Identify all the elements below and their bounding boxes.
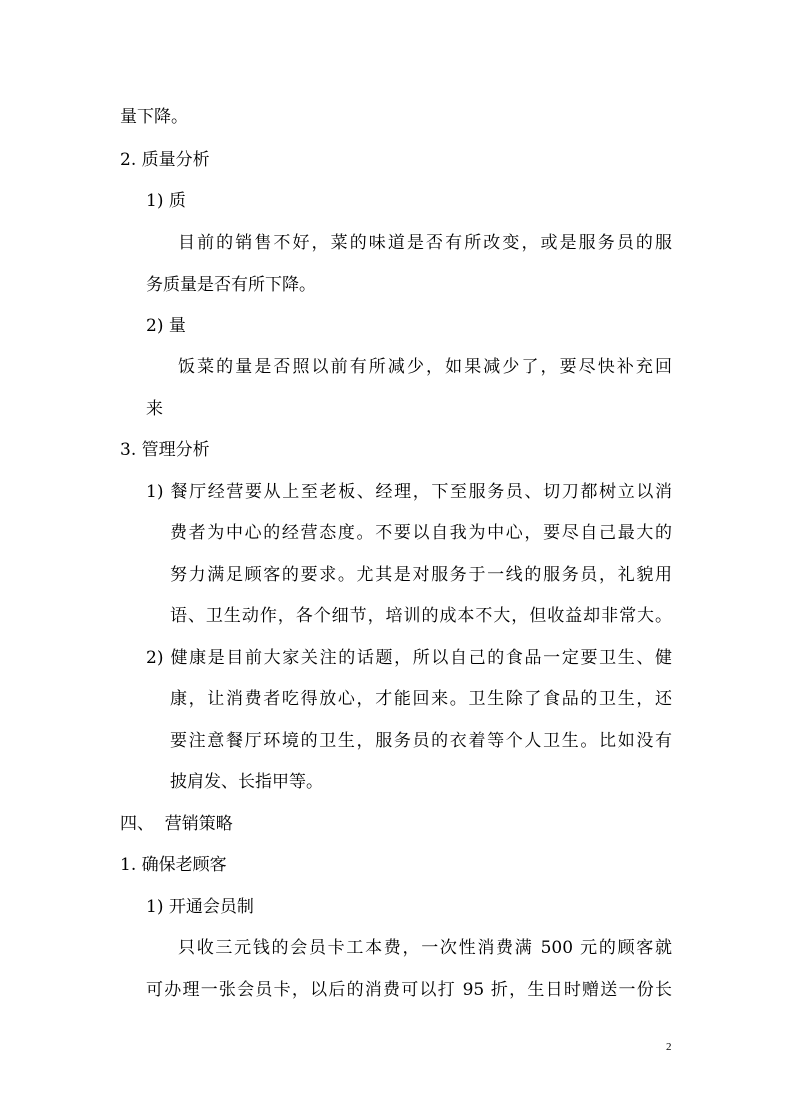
- subheading-quality: 1) 质: [146, 191, 186, 211]
- page-number: 2: [666, 1041, 672, 1053]
- text-line-13: 语、卫生动作，各个细节，培训的成本不大，但收益却非常大。: [170, 606, 672, 626]
- text-line-15: 康，让消费者吃得放心，才能回来。卫生除了食品的卫生，还: [170, 689, 672, 709]
- section-heading-marketing-strategy: 四、 营销策略: [120, 814, 233, 834]
- text-line-5: 务质量是否有所下降。: [146, 275, 316, 295]
- text-line-10: 1) 餐厅经营要从上至老板、经理，下至服务员、切刀都树立以消: [146, 482, 672, 502]
- text-line-11: 费者为中心的经营态度。不要以自我为中心，要尽自己最大的: [170, 523, 672, 543]
- text-line-1: 量下降。: [120, 107, 188, 127]
- text-line-17: 披肩发、长指甲等。: [170, 772, 323, 792]
- text-line-21: 只收三元钱的会员卡工本费，一次性消费满 500 元的顾客就: [178, 938, 672, 958]
- text-line-12: 努力满足顾客的要求。尤其是对服务于一线的服务员，礼貌用: [170, 565, 672, 585]
- subheading-quantity: 2) 量: [146, 316, 186, 336]
- text-line-22: 可办理一张会员卡，以后的消费可以打 95 折，生日时赠送一份长: [146, 980, 672, 1000]
- text-line-16: 要注意餐厅环境的卫生，服务员的衣着等个人卫生。比如没有: [170, 731, 672, 751]
- subheading-membership: 1) 开通会员制: [146, 897, 254, 917]
- text-line-4: 目前的销售不好，菜的味道是否有所改变，或是服务员的服: [178, 233, 672, 253]
- text-line-7: 饭菜的量是否照以前有所减少，如果减少了，要尽快补充回: [178, 357, 672, 377]
- text-line-8: 来: [146, 399, 163, 419]
- section-heading-management-analysis: 3. 管理分析: [120, 440, 210, 460]
- section-heading-retain-customers: 1. 确保老顾客: [120, 855, 227, 875]
- text-line-14: 2) 健康是目前大家关注的话题，所以自己的食品一定要卫生、健: [146, 648, 672, 668]
- section-heading-quality-analysis: 2. 质量分析: [120, 150, 210, 170]
